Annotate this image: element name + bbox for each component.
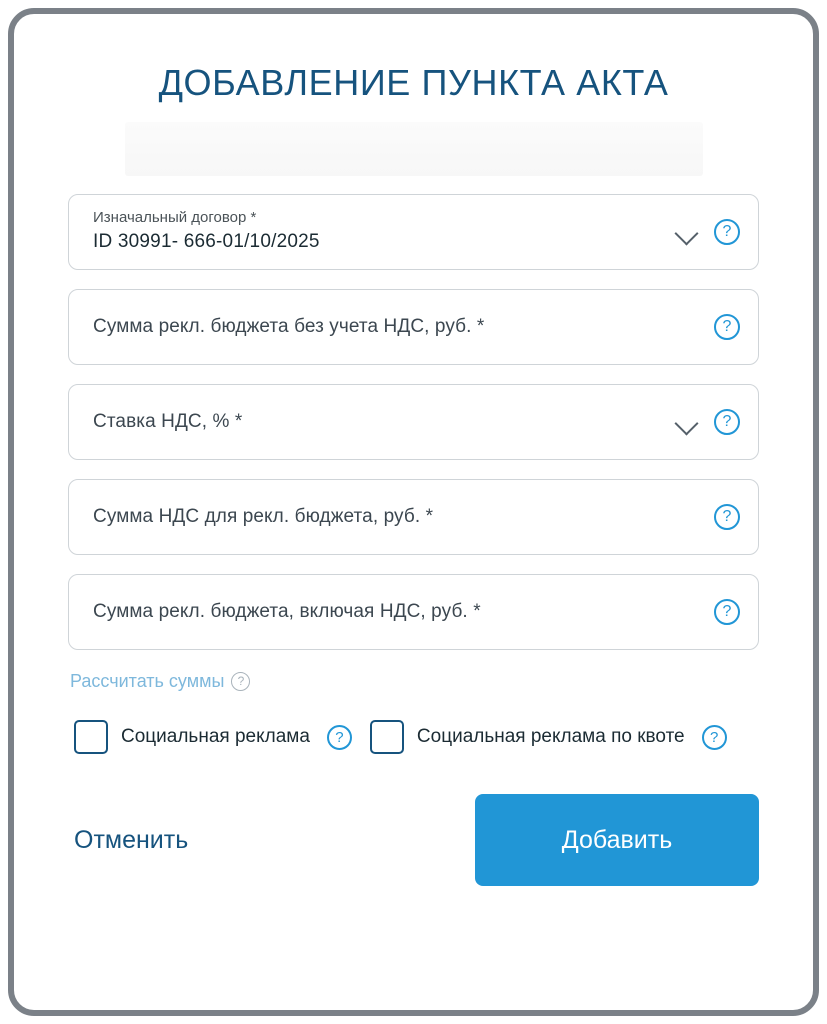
help-icon[interactable]: ? [231, 672, 250, 691]
field-vat-amount[interactable] [68, 479, 759, 555]
checkbox-social-ad-quota[interactable] [370, 720, 404, 754]
checkbox-social-ad[interactable] [74, 720, 108, 754]
chevron-down-icon[interactable] [674, 409, 700, 435]
field-vat-rate[interactable] [68, 384, 759, 460]
checkbox-social-ad-quota-group[interactable] [370, 720, 727, 754]
cancel-button[interactable]: Отменить [72, 820, 190, 861]
field-vat-rate-placeholder: Ставка НДС, % * [93, 411, 243, 432]
dialog-actions [20, 754, 807, 886]
calculate-sums-link[interactable]: Рассчитать суммы [70, 671, 225, 691]
field-budget-with-vat-placeholder: Сумма рекл. бюджета, включая НДС, руб. * [93, 601, 481, 622]
field-vat-rate-icons [674, 385, 740, 459]
page-title: ДОБАВЛЕНИЕ ПУНКТА АКТА [158, 62, 669, 103]
field-vat-amount-icons [714, 480, 740, 554]
help-icon[interactable]: ? [714, 504, 740, 530]
field-initial-contract-icons [674, 195, 740, 269]
checkbox-social-ad-group[interactable] [74, 720, 352, 754]
subtitle-placeholder-block [125, 122, 703, 176]
checkbox-social-ad-quota-label: Социальная реклама по квоте [416, 726, 685, 747]
field-budget-with-vat-icons [714, 575, 740, 649]
field-initial-contract[interactable] [68, 194, 759, 270]
calculate-sums-row [68, 669, 759, 692]
help-icon[interactable]: ? [327, 725, 352, 750]
device-frame [8, 8, 819, 1016]
field-initial-contract-label: Изначальный договор * [93, 209, 257, 226]
checkbox-social-ad-label: Социальная реклама [121, 726, 310, 747]
help-icon[interactable]: ? [714, 409, 740, 435]
act-item-form [20, 176, 807, 754]
checkbox-row [68, 720, 759, 754]
field-budget-without-vat-icons [714, 290, 740, 364]
field-budget-without-vat-placeholder: Сумма рекл. бюджета без учета НДС, руб. * [93, 316, 485, 337]
field-vat-amount-placeholder: Сумма НДС для рекл. бюджета, руб. * [93, 506, 434, 527]
help-icon[interactable]: ? [714, 219, 740, 245]
field-initial-contract-value: ID 30991- 666-01/10/2025 [93, 231, 320, 252]
help-icon[interactable]: ? [702, 725, 727, 750]
add-button[interactable]: Добавить [475, 794, 759, 886]
chevron-down-icon[interactable] [674, 219, 700, 245]
field-initial-contract-texts [69, 208, 320, 255]
add-act-item-dialog [20, 20, 807, 1004]
help-icon[interactable]: ? [714, 599, 740, 625]
field-budget-without-vat[interactable] [68, 289, 759, 365]
field-budget-with-vat[interactable] [68, 574, 759, 650]
help-icon[interactable]: ? [714, 314, 740, 340]
